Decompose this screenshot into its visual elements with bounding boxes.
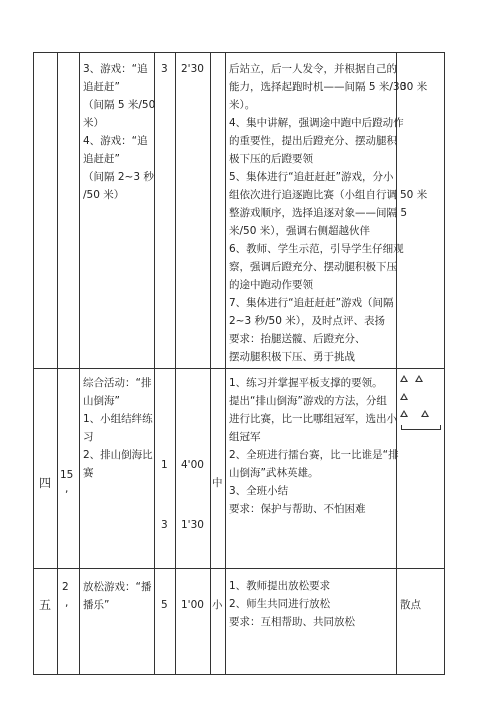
formation-tick-right	[440, 425, 441, 430]
count-cell-b-1: 1	[161, 459, 168, 471]
col-line-4	[175, 52, 176, 675]
activity-line: 3、游戏：“追	[83, 63, 148, 75]
content-line: 极下压的后蹬要领	[229, 153, 313, 165]
minutes-comma-b: ,	[65, 483, 69, 495]
intensity-c: 小	[212, 599, 223, 611]
content-line: 进行比赛，比一比哪组冠军，选出小	[229, 413, 397, 425]
activity-cell-b	[83, 374, 153, 482]
time-cell-b-2: 1'30	[181, 519, 204, 531]
count-cell-c: 5	[161, 599, 168, 611]
triangle-marker-icon	[400, 410, 408, 417]
table-border-top	[33, 52, 445, 53]
table-border-bottom	[33, 674, 445, 675]
activity-line: 2、排山倒海比	[83, 449, 153, 461]
content-cell-c	[229, 577, 355, 631]
activity-line: 赛	[83, 467, 94, 479]
minutes-comma-c: ,	[65, 597, 69, 609]
count-cell-b-2: 3	[161, 519, 168, 531]
activity-line: 习	[83, 431, 94, 443]
time-cell-c: 1'00	[181, 599, 204, 611]
activity-line: 播乐”	[83, 599, 110, 611]
minutes-b: 15	[60, 469, 74, 481]
minutes-c: 2	[62, 581, 69, 593]
organization-distance-30: 30 米	[400, 81, 428, 93]
col-line-6	[225, 52, 226, 675]
formation-tick-left	[401, 425, 402, 430]
content-line: 4、集中讲解，强调途中跑中后蹬动作	[229, 117, 404, 129]
activity-line: 1、小组结绊练	[83, 413, 153, 425]
activity-line: （间隔 2~3 秒	[83, 171, 154, 183]
content-line: 组依次进行追逐跑比赛（小组自行调	[229, 189, 397, 201]
content-line: 2~3 秒/50 米），及时点评、表扬	[229, 315, 385, 327]
content-line: 6、教师、学生示范，引导学生仔细观	[229, 243, 404, 255]
intensity-b: 中	[212, 477, 223, 489]
activity-cell-c	[83, 578, 151, 614]
triangle-marker-icon	[400, 393, 408, 400]
col-line-5	[210, 52, 211, 675]
content-line: 2、全班进行擂台赛，比一比谁是“排	[229, 449, 399, 461]
content-line: 察，强调后蹬充分、摆动腿积极下压	[229, 261, 397, 273]
activity-line: 米）	[83, 117, 104, 129]
activity-line: 4、游戏：“追	[83, 135, 148, 147]
content-line: 1、教师提出放松要求	[229, 580, 331, 592]
col-line-0	[33, 52, 34, 675]
content-line: 要求：保护与帮助、不怕困难	[229, 503, 366, 515]
content-line: 摆动腿积极下压、勇于挑战	[229, 351, 355, 363]
count-cell-a: 3	[161, 63, 168, 75]
activity-line: 综合活动：“排	[83, 377, 152, 389]
formation-line	[401, 429, 441, 430]
content-line: 整游戏顺序，选择追逐对象——间隔 5	[229, 207, 408, 219]
content-line: 能力，选择起跑时机——间隔 5 米/30	[229, 81, 407, 93]
triangle-marker-icon	[415, 375, 423, 382]
content-line: 山倒海”武林英雄。	[229, 467, 319, 479]
content-line: 5、集体进行“追赶赶赶”游戏，分小	[229, 171, 394, 183]
activity-line: 追赶赶”	[83, 153, 120, 165]
time-cell-b-1: 4'00	[181, 459, 204, 471]
activity-line: 山倒海”	[83, 395, 120, 407]
row-divider-1	[33, 368, 445, 369]
content-line: 的途中跑动作要领	[229, 279, 313, 291]
row-divider-2	[33, 568, 445, 569]
content-line: 米/50 米），强调右侧超越伙伴	[229, 225, 370, 237]
triangle-marker-icon	[400, 375, 408, 382]
content-line: 组冠军	[229, 431, 261, 443]
content-line: 要求：抬腿送髋、后蹬充分、	[229, 333, 366, 345]
content-line: 2、师生共同进行放松	[229, 598, 331, 610]
col-line-1	[57, 52, 58, 675]
content-line: 3、全班小结	[229, 485, 289, 497]
content-line: 的重要性，提出后蹬充分、摆动腿积	[229, 135, 397, 147]
content-line: 1、练习并掌握平板支撑的要领。	[229, 377, 383, 389]
activity-line: /50 米）	[83, 189, 125, 201]
activity-line: 追赶赶”	[83, 81, 120, 93]
content-line: 米）。	[229, 99, 256, 111]
content-line: 要求：互相帮助、共同放松	[229, 616, 355, 628]
time-cell-a: 2'30	[181, 63, 204, 75]
content-cell-b	[229, 374, 399, 518]
part-number-b: 四	[39, 476, 52, 490]
organization-scatter: 散点	[400, 599, 421, 611]
activity-cell-a	[83, 60, 155, 204]
content-cell-a	[229, 60, 407, 366]
triangle-marker-icon	[421, 410, 429, 417]
content-line: 7、集体进行“追赶赶赶”游戏（间隔	[229, 297, 394, 309]
activity-line: 放松游戏：“播	[83, 581, 152, 593]
content-line: 提出“排山倒海”游戏的方法，分组	[229, 395, 387, 407]
activity-line: （间隔 5 米/50	[83, 99, 156, 111]
part-number-c: 五	[39, 598, 52, 612]
col-line-2	[79, 52, 80, 675]
organization-distance-50: 50 米	[400, 189, 428, 201]
content-line: 后站立，后一人发令，并根据自己的	[229, 63, 397, 75]
col-line-8	[444, 52, 445, 675]
